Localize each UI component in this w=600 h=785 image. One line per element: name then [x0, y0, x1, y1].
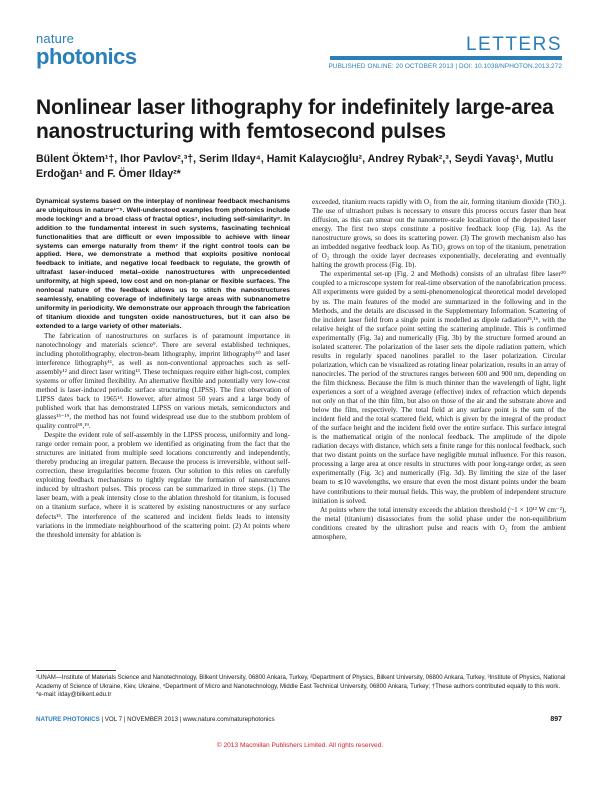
- logo-nature: nature: [36, 31, 75, 46]
- article-title: Nonlinear laser lithography for indefinitely large-area nanostructuring with femtosecond pulses: [36, 96, 554, 143]
- right-column: [312, 198, 566, 542]
- abstract: Dynamical systems based on the interplay of nonlinear feedback mechanisms are ubiquitous in nature¹⁻⁵. Well-understood examples from photonics include mode locking⁶ and a broad class of fractal optics⁷, including self-similarity⁸. In addition to the fundamental interest in such systems, fascinating technical functionalities that are difficult or even impossible to achieve with linear systems can emerge naturally from them⁷ if the right control tools can be applied. Here, we demonstrate a method that exploits positive nonlocal feedback to initiate, and negative local feedback to regulate, the growth of ultrafast laser-induced metal–oxide nanostructures with unprecedented uniformity, at high speed, low cost and on non-planar or flexible surfaces. The nonlocal nature of the feedback allows us to stitch the nanostructures seamlessly, enabling coverage of indefinitely large areas with subnanometre uniformity in periodicity. We demonstrate our approach through the fabrication of titanium dioxide and tungsten oxide nanostructures, but it can also be extended to a large variety of other materials.: [36, 198, 290, 330]
- page-number: 897: [550, 716, 562, 723]
- body-paragraph: exceeded, titanium reacts rapidly with O₂ from the air, forming titanium dioxide (TiO₂). The use of ultrashort pulses is necessary to ensure this process occurs faster than heat diffusion, as this can smear out the nanometre-scale localization of the deposited laser energy. The first two steps constitute a positive feedback loop (Fig. 1a). As the nanostructure grows, so does its scattering power. (3) The growth mechanism also has an imbedded negative feedback loop. As TiO₂ grows on top of the titanium, penetration of O₂ through the oxide layer decreases exponentially, decelerating and eventually halting the growth process (Fig. 1b).: [312, 198, 566, 270]
- footnote-rule: [36, 670, 116, 671]
- left-column: [36, 198, 290, 540]
- author-list: Bülent Öktem¹†, Ihor Pavlov²,³†, Serim Ilday⁴, Hamit Kalaycıoğlu², Andrey Rybak²,³, Seydi Yavaş¹, Mutlu Erdoğan¹ and F. Ömer Ilday²*: [36, 153, 554, 180]
- journal-logo: [36, 32, 137, 68]
- body-paragraph: The fabrication of nanostructures on surfaces is of paramount importance in nanotechnology and materials science⁹. There are several established techniques, including photolithography, electron-beam lithography, imprint lithography¹⁰ and laser interference lithography¹¹, as well as non-conventional approaches such as self-assembly¹² and direct laser writing¹³. These techniques require either high-cost, complex systems or offer limited flexibility. An alternative flexible and potentially very low-cost method is laser-induced periodic surface structuring (LIPSS). The first observation of LIPSS dates back to 1965¹⁴. However, after almost 50 years and a large body of published work that has demonstrated LIPSS on various metals, semiconductors and glasses¹⁵⁻¹⁹, the method has not found widespread use due to the stubborn problem of quality control¹⁸,¹⁹.: [36, 331, 290, 431]
- header-rule: [330, 56, 562, 60]
- affiliations: ¹UNAM—Institute of Materials Science and Nanotechnology, Bilkent University, 06800 Ankara, Turkey, ²Department of Physics, Bilkent University, 06800 Ankara, Turkey, ³Institute of Physics, National Academy of Science of Ukraine, Kiev, Ukraine, ⁴Department of Micro and Nanotechnology, Middle East Technical University, 06800 Ankara, Turkey; †These authors contributed equally to this work. *e-mail: ilday@bilkent.edu.tr: [36, 675, 566, 699]
- logo-photonics: photonics: [36, 44, 137, 69]
- body-paragraph: The experimental set-up (Fig. 2 and Methods) consists of an ultrafast fibre laser²⁰ coupled to a microscope system for real-time observation of the nanofabrication process. All experiments were guided by a semi-phenomenological theoretical model developed by us. The main features of the model are summarized in the following and in the Methods, and the details are discussed in the Supplementary Information. Scattering of the incident laser field from a single point is modelled as dipole radiation¹⁵,¹⁶, with the relative height of the surface point setting the scattering amplitude. This is confirmed experimentally (Fig. 3a) and numerically (Fig. 3b) by the structure formed around an isolated scatterer. The polarization of the laser sets the dipole radiation pattern, which results in regularly spaced nanolines parallel to the laser polarization. Circular polarization, which can be visualized as rotating linear polarization, results in an array of nanocircles. The period of the structures ranges between 600 and 900 nm, depending on the film thickness. Because the film is much thinner than the wavelength of light, light experiences a sort of a weighted average (effective) index of refraction which depends not only on that of the thin film, but also on those of the air and the substrate above and below the film, respectively. The total field at any surface point is the sum of the incident field and the total scattered field, which is given by the integral of the product of the surface height and the incident field over the entire surface. This surface integral is the mathematical origin of the nonlocal feedback. The amplitude of the dipole radiation decays with distance, which sets a finite range for this nonlocal feedback, such that two distant points on the surface have negligible mutual influence. For this reason, processing a large area at once results in structures with poor long-range order, as seen experimentally (Fig. 3c) and numerically (Fig. 3d). By limiting the size of the laser beam to ≲10 wavelengths, we ensure that even the most distant points under the beam have contributions to their mutual fields. This way, the problem of independent structure initiation is solved.: [312, 270, 566, 505]
- page-footer: [36, 716, 562, 723]
- body-paragraph: Despite the evident role of self-assembly in the LIPSS process, uniformity and long-range order remain poor, a problem we identified as originating from the fact that the structures are initiated from multiple seed locations concurrently and independently, thereby producing an irregular pattern. Because the process is irreversible, without self-correction, these irregularities become frozen. Our solution to this relies on carefully exploiting feedback mechanisms to tightly regulate the formation of nanostructures induced by ultrashort pulses. This process can be summarized in three steps. (1) The laser beam, with a peak intensity close to the ablation threshold for titanium, is focused on a titanium surface, where it is scattered by existing nanostructures or any surface defects¹⁵. The interference of the scattered and incident fields leads to intensity variations in the immediate neighbourhood of the scattering point. (2) At points where the threshold intensity for ablation is: [36, 431, 290, 539]
- footer-journal: NATURE PHOTONICS: [36, 716, 100, 723]
- copyright-notice: © 2013 Macmillan Publishers Limited. All rights reserved.: [216, 742, 384, 749]
- body-paragraph: At points where the total intensity exceeds the ablation threshold (~1 × 10¹² W cm⁻²), the metal (titanium) disassociates from the solid phase under the non-equilibrium conditions created by the ultrashort pulse and reacts with O₂ from the ambient atmosphere,: [312, 505, 566, 541]
- publication-info: PUBLISHED ONLINE: 20 OCTOBER 2013 | DOI: 10.1038/NPHOTON.2013.272: [328, 63, 562, 70]
- section-label: LETTERS: [465, 34, 562, 55]
- footer-issue: | VOL 7 | NOVEMBER 2013 | www.nature.com/naturephotonics: [99, 716, 275, 723]
